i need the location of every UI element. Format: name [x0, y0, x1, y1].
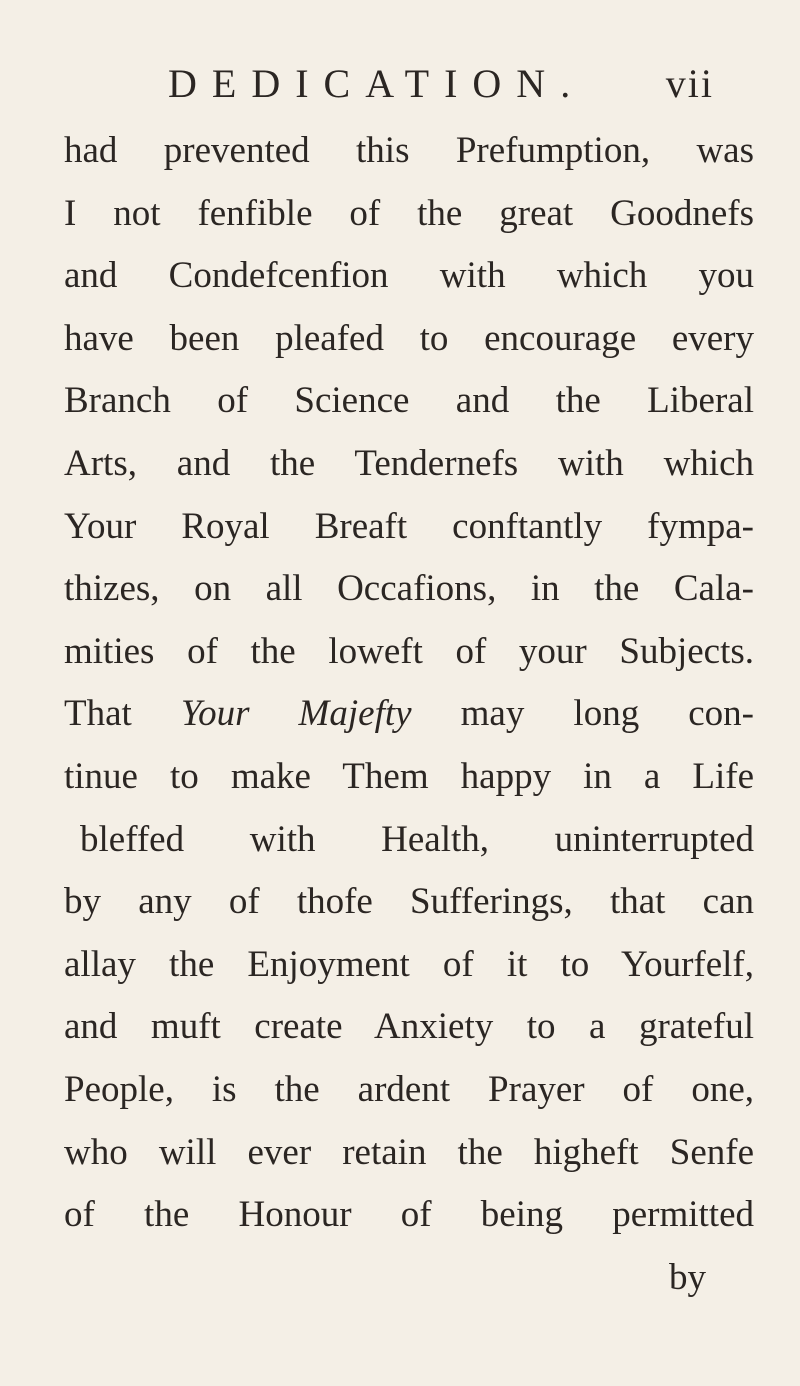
page-number: vii	[665, 61, 714, 106]
text-line-10	[64, 683, 754, 746]
text-line-4: have been pleafed to encourage every	[64, 317, 754, 359]
text-line-10-b: may long con-	[411, 693, 755, 735]
text-line-13: by any of thofe Sufferings, that can	[64, 881, 754, 923]
header-title: DEDICATION.	[168, 61, 586, 106]
text-line-12: bleffed with Health, uninterrupted	[80, 818, 754, 860]
text-line-18: of the Honour of being permitted	[64, 1194, 754, 1236]
text-line-6: Arts, and the Tendernefs with which	[64, 442, 754, 484]
text-line-3: and Condefcenfion with which you	[64, 255, 754, 297]
catchword: by	[669, 1256, 706, 1298]
text-line-14: allay the Enjoyment of it to Yourfelf,	[64, 943, 754, 985]
text-line-7: Your Royal Breaft conftantly fympa-	[64, 505, 754, 547]
text-line-11: tinue to make Them happy in a Life	[64, 755, 754, 797]
text-line-5: Branch of Science and the Liberal	[64, 380, 754, 422]
text-line-8: thizes, on all Occafions, in the Cala-	[64, 568, 754, 610]
text-line-1: had prevented this Prefumption, was	[64, 130, 754, 171]
text-line-15: and muft create Anxiety to a grateful	[64, 1006, 754, 1048]
text-line-2: I not fenfible of the great Goodnefs	[64, 192, 754, 234]
running-header	[168, 56, 728, 116]
text-line-9: mities of the loweft of your Subjects.	[64, 630, 754, 672]
dedication-text	[64, 120, 754, 1309]
text-line-16: People, is the ardent Prayer of one,	[64, 1068, 754, 1110]
text-line-17: who will ever retain the higheft Senfe	[64, 1131, 754, 1173]
text-line-10-a: That	[64, 693, 181, 735]
majesty-italic: Your Majefty	[180, 693, 412, 735]
